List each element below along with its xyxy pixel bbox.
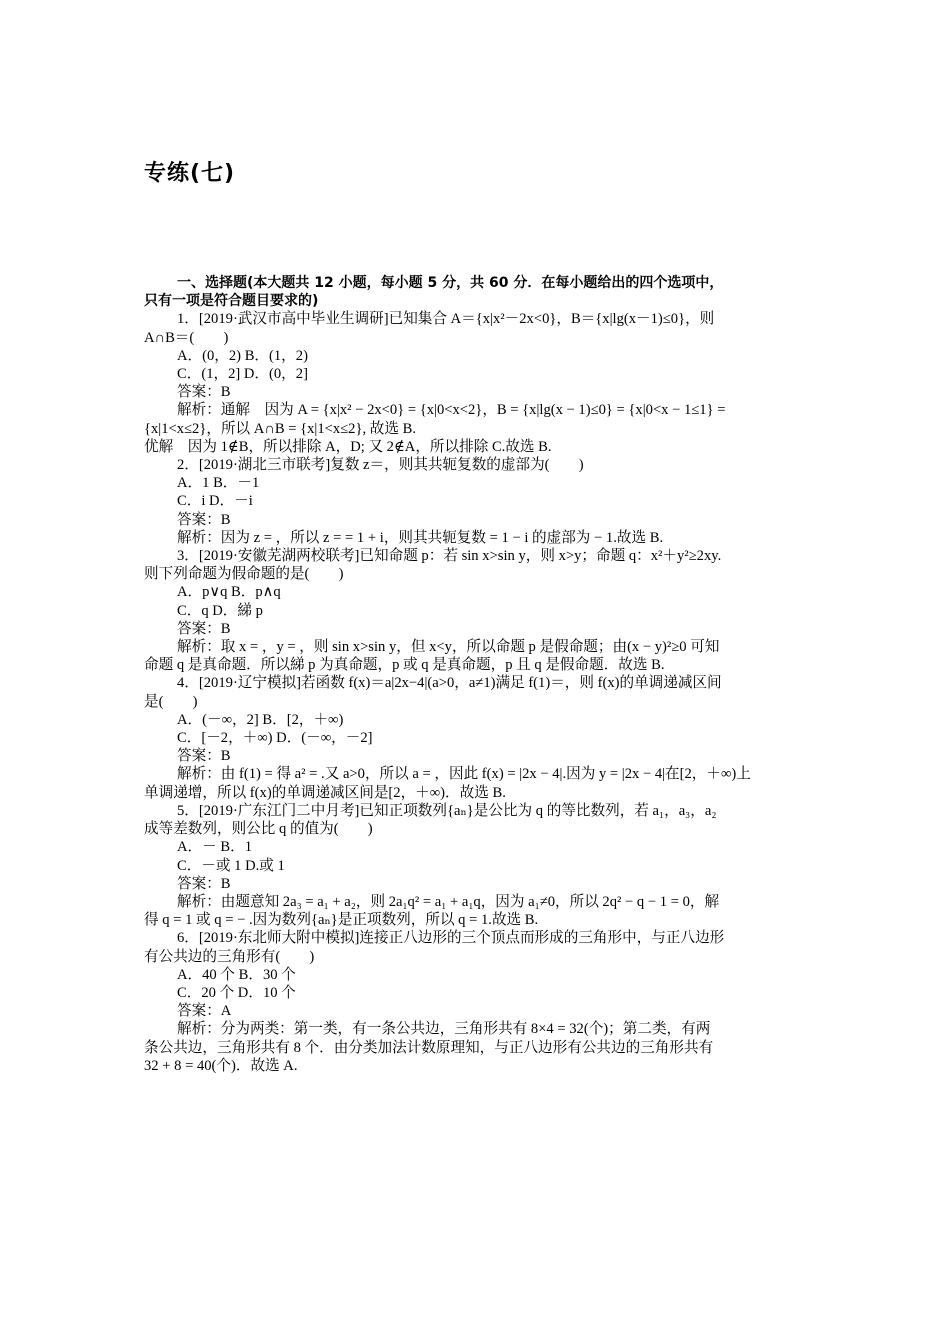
text-line: 解析：通解 因为 A = {x|x² − 2x<0} = {x|0<x<2}，B = {x|lg(x − 1)≤0} = {x|0<x − 1≤1} = <box>177 402 726 419</box>
text-line: 答案：B <box>177 875 231 892</box>
document-body <box>144 274 808 1075</box>
text-line: C．q D．綈 p <box>177 602 263 619</box>
text-line: 解析：由题意知 2a₃ = a₁ + a₂，则 2a₁q² = a₁ + a₁q，因为 a₁≠0，所以 2q² − q − 1 = 0，解 <box>177 893 720 910</box>
text-line: A∩B＝( ) <box>144 329 229 346</box>
text-line: 条公共边，三角形共有 8 个．由分类加法计数原理知，与正八边形有公共边的三角形共有 <box>144 1039 714 1056</box>
text-line: 答案：B <box>177 748 231 765</box>
text-line: A．p∨q B．p∧q <box>177 584 281 601</box>
text-line: 4．[2019·辽宁模拟]若函数 f(x)＝a|2x−4|(a>0，a≠1)满足 f(1)＝，则 f(x)的单调递减区间 <box>177 675 722 692</box>
text-line: 解析：由 f(1) = 得 a² = .又 a>0，所以 a = ，因此 f(x) = |2x − 4|.因为 y = |2x − 4|在[2，＋∞)上 <box>177 766 751 783</box>
text-line: 解析：因为 z = ，所以 z = = 1 + i，则其共轭复数 = 1 − i 的虚部为 − 1.故选 B. <box>177 529 664 546</box>
text-line: A．(－∞，2] B．[2，＋∞) <box>177 711 344 728</box>
text-line: C．(1，2] D．(0，2] <box>177 366 308 383</box>
text-line: 3．[2019·安徽芜湖两校联考]已知命题 p：若 sin x>sin y，则 x>y；命题 q：x²＋y²≥2xy. <box>177 548 722 565</box>
text-line: 答案：A <box>177 1003 232 1020</box>
text-line: 答案：B <box>177 384 231 401</box>
text-line: 命题 q 是真命题．所以綈 p 为真命题，p 或 q 是真命题，p 且 q 是假命题．故选 B. <box>144 657 665 674</box>
text-line: 得 q = 1 或 q = − .因为数列{aₙ}是正项数列，所以 q = 1.故选 B. <box>144 912 539 929</box>
text-line: 32 + 8 = 40(个)．故选 A. <box>144 1057 298 1074</box>
text-line: A．40 个 B．30 个 <box>177 966 296 983</box>
text-line: {x|1<x≤2}，所以 A∩B = {x|1<x≤2}, 故选 B. <box>144 420 417 437</box>
page-title: 专练(七) <box>144 161 236 186</box>
text-line: C．[－2，＋∞) D．(－∞，－2] <box>177 730 373 747</box>
text-line: C．i D．－i <box>177 493 253 510</box>
text-line: 答案：B <box>177 620 231 637</box>
section-header-line-1: 一、选择题(本大题共 12 小题，每小题 5 分，共 60 分．在每小题给出的四个选项中， <box>177 275 724 291</box>
text-line: 优解 因为 1∉B，所以排除 A，D; 又 2∉A，所以排除 C.故选 B. <box>144 438 552 455</box>
text-line: 成等差数列，则公比 q 的值为( ) <box>144 821 373 838</box>
text-line: 有公共边的三角形有( ) <box>144 948 315 965</box>
text-line: A．－ B．1 <box>177 839 252 856</box>
text-line: 解析：分为两类：第一类，有一条公共边，三角形共有 8×4 = 32(个)；第二类，有两 <box>177 1021 711 1038</box>
text-line: 单调递增，所以 f(x)的单调递减区间是[2，＋∞)．故选 B. <box>144 784 506 801</box>
text-line: 2．[2019·湖北三市联考]复数 z＝，则其共轭复数的虚部为( ) <box>177 457 584 474</box>
text-line: C．20 个 D．10 个 <box>177 984 296 1001</box>
text-line: A．(0，2) B．(1，2) <box>177 347 308 364</box>
text-line: 答案：B <box>177 511 231 528</box>
question-list <box>144 310 808 1075</box>
section-header-line-2: 只有一项是符合题目要求的) <box>144 293 319 310</box>
text-line: 解析：取 x = ，y = ，则 sin x>sin y，但 x<y，所以命题 p 是假命题；由(x − y)²≥0 可知 <box>177 639 720 656</box>
text-line: A．1 B．－1 <box>177 475 260 492</box>
text-line: 则下列命题为假命题的是( ) <box>144 566 344 583</box>
text-line: 6．[2019·东北师大附中模拟]连接正八边形的三个顶点而形成的三角形中，与正八边形 <box>177 930 725 947</box>
text-line: C．－或 1 D.或 1 <box>177 857 285 874</box>
text-line: 是( ) <box>144 693 198 710</box>
text-line: 1．[2019·武汉市高中毕业生调研]已知集合 A＝{x|x²－2x<0}，B＝{x|lg(x－1)≤0}，则 <box>177 311 715 328</box>
text-line: 5．[2019·广东江门二中月考]已知正项数列{aₙ}是公比为 q 的等比数列，若 a₁，a₃，a₂ <box>177 802 717 819</box>
